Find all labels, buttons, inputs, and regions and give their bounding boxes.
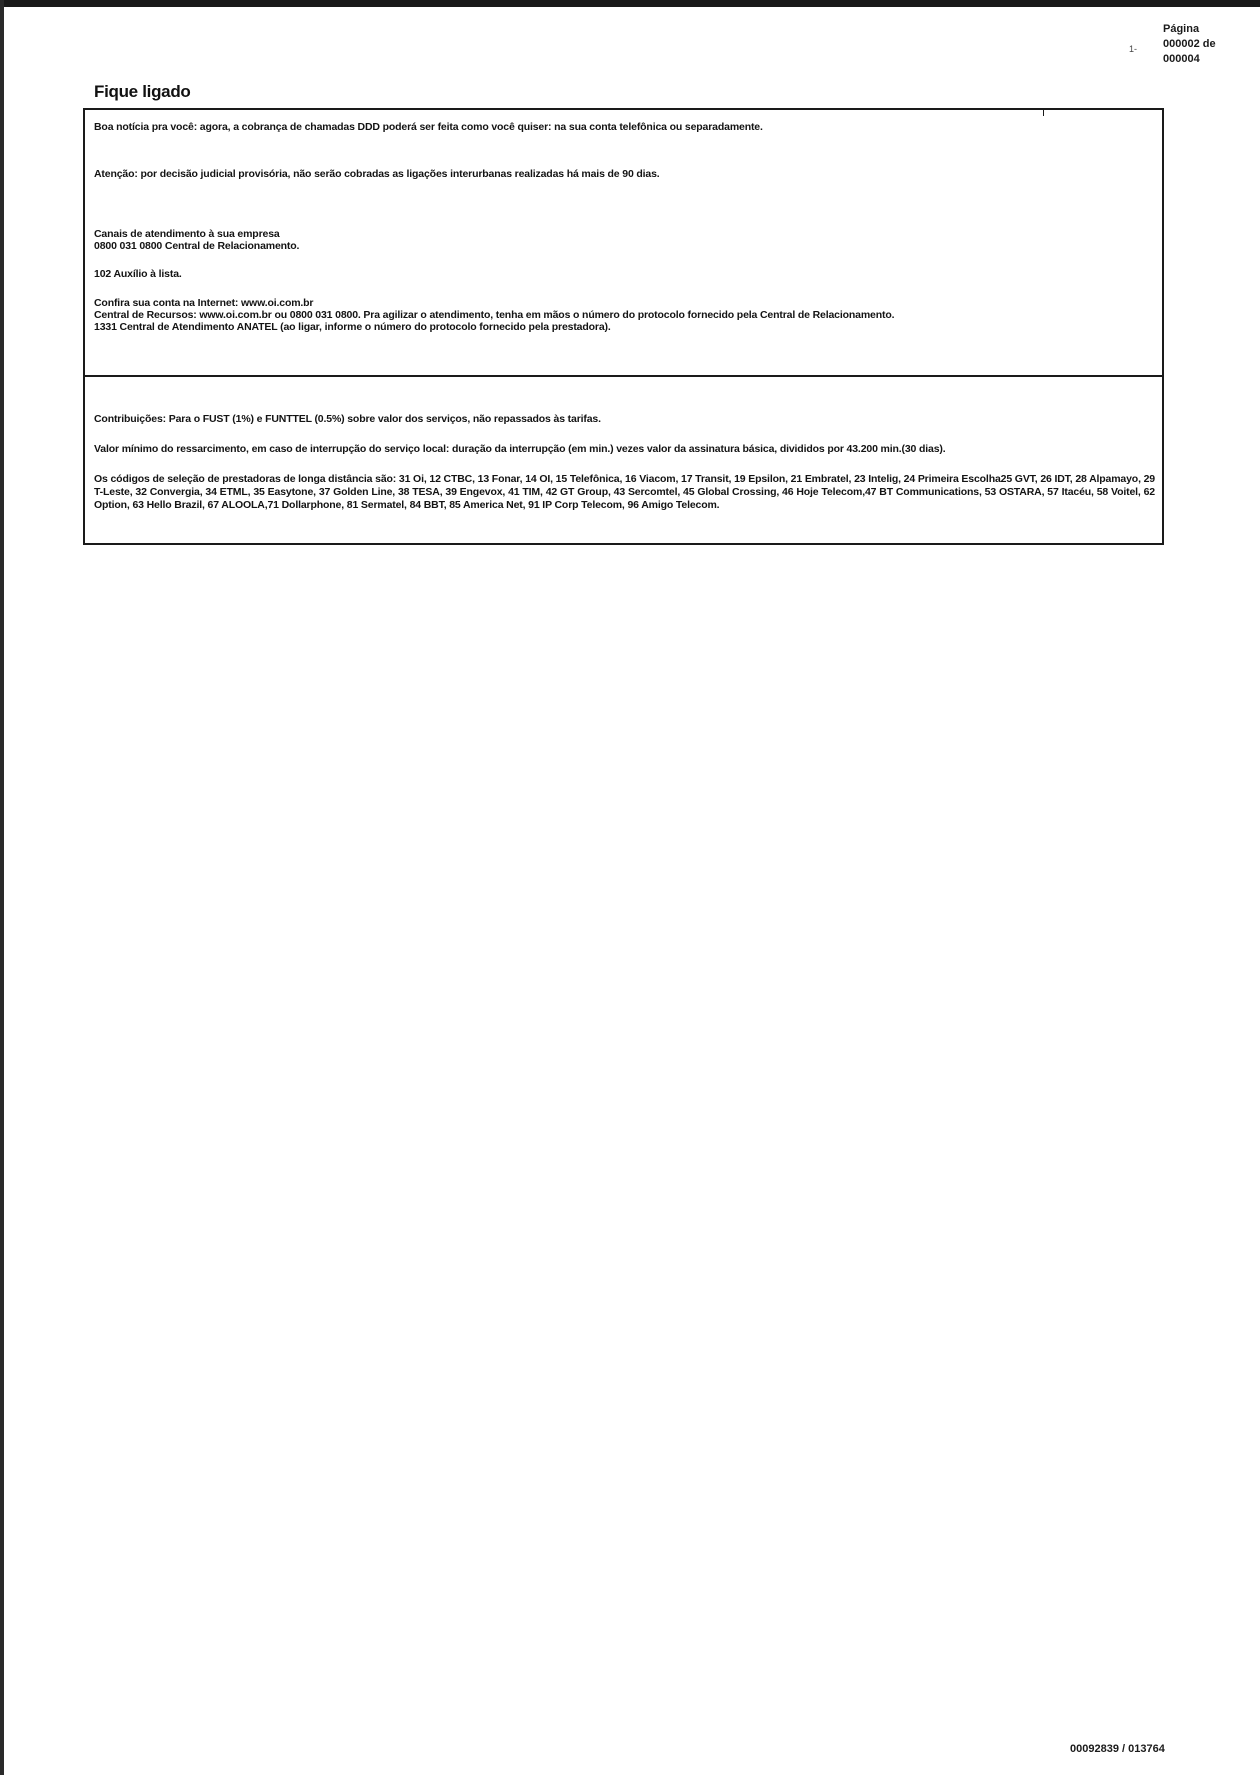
page-number: 000002 de: [1163, 38, 1216, 50]
channels-relationship-line: 0800 031 0800 Central de Relacionamento.: [94, 240, 300, 252]
document-code: 00092839 / 013764: [1070, 1743, 1165, 1755]
carrier-codes-paragraph: Os códigos de seleção de prestadoras de longa distância são: 31 Oi, 12 CTBC, 13 Fonar, 14 OI, 15 Telefônica, 16 Viacom, 17 Transit, 19 Epsilon, 21 Embratel, 23 Intelig, 24 Primeira Escolha25 GVT, 26 IDT, 28 Alpamayo, 29 T-Leste, 32 Convergia, 34 ETML, 35 Easytone, 37 Golden Line, 38 TESA, 39 Engevox, 41 TIM, 42 GT Group, 43 Sercomtel, 45 Global Crossing, 46 Hoje Telecom,47 BT Communications, 53 OSTARA, 57 Itacéu, 58 Voitel, 62 Option, 63 Hello Brazil, 67 ALOOLA,71 Dollarphone, 81 Sermatel, 84 BBT, 85 America Net, 91 IP Corp Telecom, 96 Amigo Telecom.: [94, 473, 1155, 511]
page-label: Página: [1163, 23, 1200, 35]
box-tick-mark: [1043, 108, 1044, 116]
attention-notice: Atenção: por decisão judicial provisória, não serão cobradas as ligações interurbanas realizadas há mais de 90 dias.: [94, 168, 660, 180]
channels-heading: Canais de atendimento à sua empresa: [94, 228, 280, 240]
section-title: Fique ligado: [94, 82, 191, 101]
channels-directory-line: 102 Auxílio à lista.: [94, 268, 182, 280]
resources-line: Central de Recursos: www.oi.com.br ou 0800 031 0800. Pra agilizar o atendimento, tenha em mãos o número do protocolo fornecido pela Central de Relacionamento.: [94, 309, 895, 321]
ddd-notice: Boa notícia pra você: agora, a cobrança de chamadas DDD poderá ser feita como você quiser: na sua conta telefônica ou separadamente.: [94, 121, 763, 133]
scan-left-edge: [0, 0, 4, 1775]
scan-top-edge: [0, 0, 1260, 7]
internet-line: Confira sua conta na Internet: www.oi.com.br: [94, 297, 314, 309]
reimbursement-line: Valor mínimo do ressarcimento, em caso de interrupção do serviço local: duração da interrupção (em min.) vezes valor da assinatura básica, divididos por 43.200 min.(30 dias).: [94, 443, 946, 455]
contributions-line: Contribuições: Para o FUST (1%) e FUNTTEL (0.5%) sobre valor dos serviços, não repassados às tarifas.: [94, 413, 601, 425]
info-box: [83, 108, 1164, 545]
scan-tick-mark: 1-: [1129, 44, 1138, 54]
box-divider: [85, 375, 1162, 377]
page-indicator: [1163, 22, 1253, 67]
page-total: 000004: [1163, 53, 1200, 65]
anatel-line: 1331 Central de Atendimento ANATEL (ao ligar, informe o número do protocolo fornecido pela prestadora).: [94, 321, 611, 333]
